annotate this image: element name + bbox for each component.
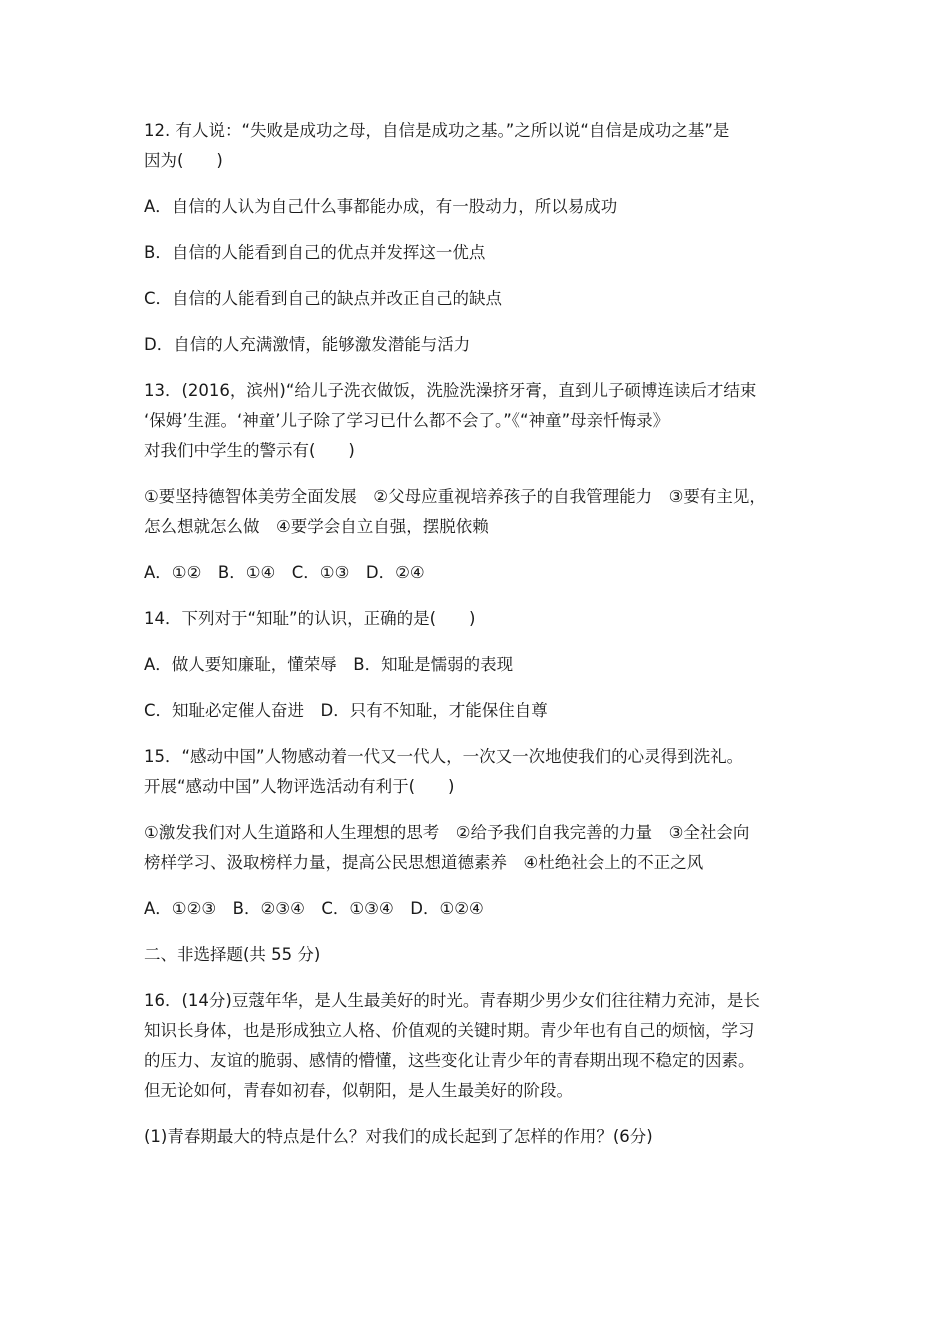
q16-stem-line-4: 但无论如何，青春如初春，似朝阳，是人生最美好的阶段。 <box>144 1081 573 1100</box>
q13-stem-line-2: ‘保姆’生涯。‘神童’儿子除了学习已什么都不会了。”《“神童”母亲忏悔录》 <box>144 411 670 430</box>
q15-items-line-2: 榜样学习、汲取榜样力量，提高公民思想道德素养 ④杜绝社会上的不正之风 <box>144 853 704 872</box>
q16-subquestion-1: (1)青春期最大的特点是什么？对我们的成长起到了怎样的作用？(6分) <box>144 1127 653 1146</box>
q13-options: A．①② B．①④ C．①③ D．②④ <box>144 563 425 582</box>
q15-stem-line-2: 开展“感动中国”人物评选活动有利于( ) <box>144 777 455 796</box>
q12-option-a: A．自信的人认为自己什么事都能办成，有一股动力，所以易成功 <box>144 197 618 216</box>
question-12 <box>144 116 834 360</box>
q13-stem-line-1: 13．(2016，滨州)“给儿子洗衣做饭，洗脸洗澡挤牙膏，直到儿子硕博连读后才结束 <box>144 381 757 400</box>
q14-stem: 14．下列对于“知耻”的认识，正确的是( ) <box>144 609 476 628</box>
q15-options: A．①②③ B．②③④ C．①③④ D．①②④ <box>144 899 484 918</box>
q12-option-d: D．自信的人充满激情，能够激发潜能与活力 <box>144 335 471 354</box>
q15-stem-line-1: 15．“感动中国”人物感动着一代又一代人，一次又一次地使我们的心灵得到洗礼。 <box>144 747 744 766</box>
q12-option-b: B．自信的人能看到自己的优点并发挥这一优点 <box>144 243 486 262</box>
q16-stem-line-2: 知识长身体，也是形成独立人格、价值观的关键时期。青少年也有自己的烦恼，学习 <box>144 1021 755 1040</box>
q15-items-line-1: ①激发我们对人生道路和人生理想的思考 ②给予我们自我完善的力量 ③全社会向 <box>144 823 750 842</box>
q16-stem-line-1: 16．(14分)豆蔻年华，是人生最美好的时光。青春期少男少女们往往精力充沛，是长 <box>144 991 760 1010</box>
q12-stem-line-2: 因为( ) <box>144 151 223 170</box>
q13-items-line-2: 怎么想就怎么做 ④要学会自立自强，摆脱依赖 <box>144 517 489 536</box>
document-page <box>144 116 834 1152</box>
q13-stem-line-3: 对我们中学生的警示有( ) <box>144 441 355 460</box>
question-13 <box>144 376 834 588</box>
q13-items-line-1: ①要坚持德智体美劳全面发展 ②父母应重视培养孩子的自我管理能力 ③要有主见， <box>144 487 766 506</box>
q12-stem-line-1: 12. 有人说：“失败是成功之母，自信是成功之基。”之所以说“自信是成功之基”是 <box>144 121 730 140</box>
q16-stem-line-3: 的压力、友谊的脆弱、感情的懵懂，这些变化让青少年的青春期出现不稳定的因素。 <box>144 1051 755 1070</box>
q14-options-ab: A．做人要知廉耻，懂荣辱 B．知耻是懦弱的表现 <box>144 655 514 674</box>
q12-option-c: C．自信的人能看到自己的缺点并改正自己的缺点 <box>144 289 503 308</box>
question-15 <box>144 742 834 924</box>
q14-options-cd: C．知耻必定催人奋进 D．只有不知耻，才能保住自尊 <box>144 701 548 720</box>
question-14 <box>144 604 834 726</box>
section-2-heading: 二、非选择题(共 55 分) <box>144 945 321 964</box>
question-16 <box>144 986 834 1152</box>
